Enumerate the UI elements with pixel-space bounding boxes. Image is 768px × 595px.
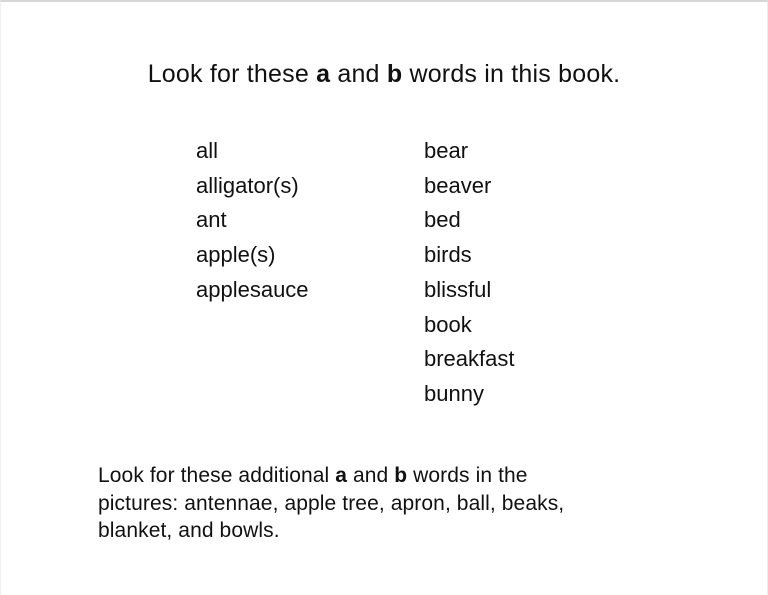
a-words-column xyxy=(196,134,424,308)
word-item: apple(s) xyxy=(196,242,276,268)
note-bold-letter-b: b xyxy=(394,464,408,487)
b-words-column xyxy=(424,134,515,412)
page-title xyxy=(1,58,767,90)
title-bold-letter-b: b xyxy=(386,60,403,88)
word-list xyxy=(196,134,515,412)
picture-words-note xyxy=(98,462,564,545)
note-text: words in the xyxy=(407,464,528,487)
title-text: Look for these xyxy=(147,60,317,88)
title-text: words in this book. xyxy=(402,60,621,88)
word-item: ant xyxy=(196,207,227,233)
note-text: and xyxy=(347,464,395,487)
word-item: all xyxy=(196,138,219,163)
word-item: blissful xyxy=(424,276,492,302)
word-item: birds xyxy=(424,242,472,268)
word-item: beaver xyxy=(424,172,492,198)
word-item: bunny xyxy=(424,380,484,406)
word-item: breakfast xyxy=(424,346,515,372)
note-line xyxy=(98,462,564,490)
word-item: applesauce xyxy=(196,276,309,302)
word-item: bear xyxy=(424,138,469,163)
note-bold-letter-a: a xyxy=(335,464,348,487)
note-line: pictures: antennae, apple tree, apron, ball, beaks, xyxy=(98,491,565,515)
word-item: bed xyxy=(424,207,461,233)
note-line: blanket, and bowls. xyxy=(98,519,280,542)
word-item: book xyxy=(424,311,472,337)
note-text: Look for these additional xyxy=(98,464,336,487)
word-item: alligator(s) xyxy=(196,172,299,198)
title-text: and xyxy=(330,60,387,88)
title-bold-letter-a: a xyxy=(316,60,331,88)
